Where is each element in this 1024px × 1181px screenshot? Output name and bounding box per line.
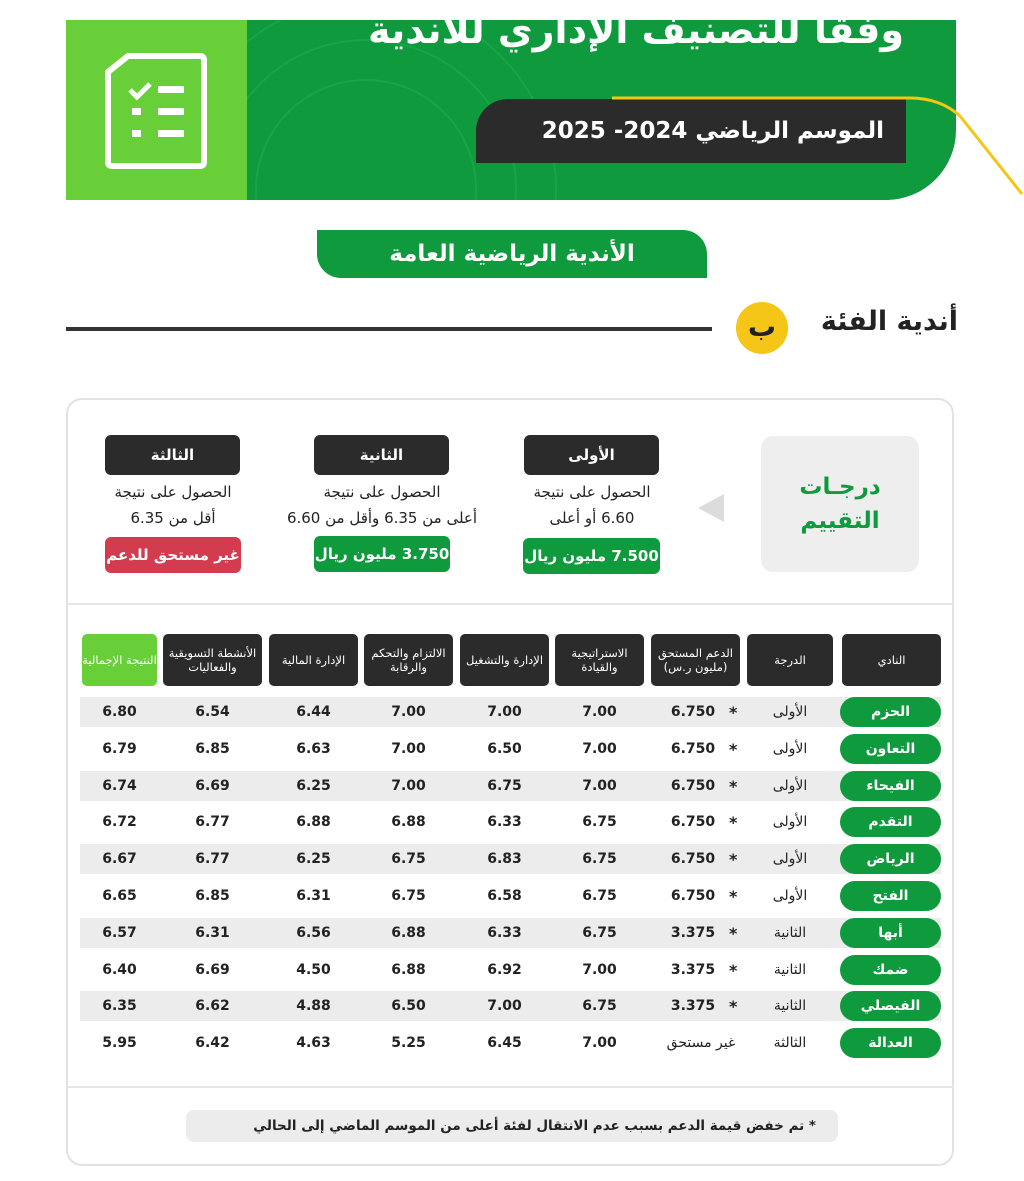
finance-cell: 4.63 <box>296 1035 331 1051</box>
grade-cell: الثالثة <box>773 1035 807 1051</box>
club-name: أبها <box>840 918 941 948</box>
support-cell: 6.750 <box>670 851 716 867</box>
col-header-strategy: الاستراتيجية والقيادة <box>555 634 644 686</box>
support-cell: 6.750 <box>670 704 716 720</box>
page-title: وفقاً للتصنيف الإداري للأندية <box>367 8 904 52</box>
grade-cell: الأولى <box>772 704 808 720</box>
footnote: * تم خفض قيمة الدعم بسبب عدم الانتقال لفئة أعلى من الموسم الماضي إلى الحالي <box>253 1118 816 1134</box>
strategy-cell: 6.75 <box>582 998 617 1014</box>
tier-first-amount: 7.500 مليون ريال <box>523 538 660 574</box>
grades-title-line2: التقييم <box>800 508 880 534</box>
marketing-cell: 6.54 <box>195 704 230 720</box>
tier-first-label: الأولى <box>524 435 659 475</box>
club-name: الفتح <box>840 881 941 911</box>
club-name: الفيحاء <box>840 771 941 801</box>
strategy-cell: 6.75 <box>582 814 617 830</box>
marketing-cell: 6.85 <box>195 741 230 757</box>
card-divider <box>68 603 954 605</box>
compliance-cell: 5.25 <box>391 1035 426 1051</box>
operations-cell: 6.33 <box>487 814 522 830</box>
checklist-icon <box>104 52 208 170</box>
support-cell: 6.750 <box>670 888 716 904</box>
club-name: الفيصلي <box>840 991 941 1021</box>
grade-cell: الأولى <box>772 741 808 757</box>
finance-cell: 6.88 <box>296 814 331 830</box>
grade-cell: الأولى <box>772 851 808 867</box>
total-cell: 6.65 <box>102 888 137 904</box>
strategy-cell: 7.00 <box>582 1035 617 1051</box>
marketing-cell: 6.42 <box>195 1035 230 1051</box>
asterisk-mark: * <box>729 703 738 722</box>
col-header-finance: الإدارة المالية <box>269 634 358 686</box>
strategy-cell: 6.75 <box>582 851 617 867</box>
asterisk-mark: * <box>729 924 738 943</box>
col-header-total: النتيجة الإجمالية <box>82 634 157 686</box>
operations-cell: 7.00 <box>487 998 522 1014</box>
total-cell: 6.79 <box>102 741 137 757</box>
support-cell: 3.375 <box>670 925 716 941</box>
strategy-cell: 6.75 <box>582 925 617 941</box>
support-cell: 6.750 <box>670 778 716 794</box>
arrow-left-icon <box>698 494 724 522</box>
total-cell: 5.95 <box>102 1035 137 1051</box>
strategy-cell: 7.00 <box>582 962 617 978</box>
finance-cell: 6.63 <box>296 741 331 757</box>
operations-cell: 6.45 <box>487 1035 522 1051</box>
compliance-cell: 7.00 <box>391 704 426 720</box>
asterisk-mark: * <box>729 740 738 759</box>
tier-second-desc: الحصول على نتيجة أعلى من 6.35 وأقل من 6.60 <box>286 483 478 527</box>
col-header-operations: الإدارة والتشغيل <box>460 634 549 686</box>
compliance-cell: 6.75 <box>391 851 426 867</box>
asterisk-mark: * <box>729 997 738 1016</box>
finance-cell: 4.50 <box>296 962 331 978</box>
finance-cell: 6.56 <box>296 925 331 941</box>
season-label: الموسم الرياضي 2024- 2025 <box>541 118 884 144</box>
support-cell: غير مستحق <box>666 1035 736 1051</box>
grade-cell: الأولى <box>772 814 808 830</box>
tier-third-amount: غير مستحق للدعم <box>105 537 241 573</box>
club-name: الحزم <box>840 697 941 727</box>
marketing-cell: 6.77 <box>195 851 230 867</box>
strategy-cell: 6.75 <box>582 888 617 904</box>
tier-first-desc: الحصول على نتيجة 6.60 أو أعلى <box>533 483 651 527</box>
marketing-cell: 6.85 <box>195 888 230 904</box>
strategy-cell: 7.00 <box>582 704 617 720</box>
compliance-cell: 7.00 <box>391 741 426 757</box>
grade-cell: الثانية <box>773 962 807 978</box>
total-cell: 6.35 <box>102 998 137 1014</box>
tier-third-label: الثالثة <box>105 435 240 475</box>
grades-title <box>761 436 919 572</box>
finance-cell: 6.25 <box>296 778 331 794</box>
club-name: ضمك <box>840 955 941 985</box>
operations-cell: 6.75 <box>487 778 522 794</box>
total-cell: 6.57 <box>102 925 137 941</box>
total-cell: 6.40 <box>102 962 137 978</box>
support-cell: 6.750 <box>670 741 716 757</box>
support-cell: 3.375 <box>670 998 716 1014</box>
section-title: الأندية الرياضية العامة <box>389 241 635 267</box>
finance-cell: 4.88 <box>296 998 331 1014</box>
marketing-cell: 6.31 <box>195 925 230 941</box>
grade-cell: الثانية <box>773 998 807 1014</box>
compliance-cell: 6.88 <box>391 962 426 978</box>
club-name: العدالة <box>840 1028 941 1058</box>
operations-cell: 6.58 <box>487 888 522 904</box>
marketing-cell: 6.77 <box>195 814 230 830</box>
header-icon-panel <box>66 20 247 200</box>
category-badge: ب <box>736 302 788 354</box>
support-cell: 6.750 <box>670 814 716 830</box>
asterisk-mark: * <box>729 813 738 832</box>
compliance-cell: 6.75 <box>391 888 426 904</box>
col-header-grade: الدرجة <box>747 634 833 686</box>
total-cell: 6.67 <box>102 851 137 867</box>
asterisk-mark: * <box>729 961 738 980</box>
operations-cell: 7.00 <box>487 704 522 720</box>
marketing-cell: 6.62 <box>195 998 230 1014</box>
tier-second-amount: 3.750 مليون ريال <box>314 536 450 572</box>
operations-cell: 6.50 <box>487 741 522 757</box>
club-name: الرياض <box>840 844 941 874</box>
card-divider-bottom <box>68 1086 954 1088</box>
compliance-cell: 6.88 <box>391 925 426 941</box>
total-cell: 6.74 <box>102 778 137 794</box>
support-cell: 3.375 <box>670 962 716 978</box>
club-name: التعاون <box>840 734 941 764</box>
total-cell: 6.72 <box>102 814 137 830</box>
col-header-compliance: الالتزام والتحكم والرقابة <box>364 634 453 686</box>
col-header-marketing: الأنشطة التسويقية والفعاليات <box>163 634 262 686</box>
asterisk-mark: * <box>729 850 738 869</box>
club-name: التقدم <box>840 807 941 837</box>
marketing-cell: 6.69 <box>195 778 230 794</box>
operations-cell: 6.83 <box>487 851 522 867</box>
col-header-club: النادي <box>842 634 941 686</box>
grades-title-line1: درجـات <box>799 474 881 500</box>
finance-cell: 6.25 <box>296 851 331 867</box>
grade-cell: الأولى <box>772 778 808 794</box>
operations-cell: 6.92 <box>487 962 522 978</box>
finance-cell: 6.44 <box>296 704 331 720</box>
tier-second-label: الثانية <box>314 435 449 475</box>
strategy-cell: 7.00 <box>582 741 617 757</box>
compliance-cell: 6.88 <box>391 814 426 830</box>
col-header-support: الدعم المستحق (مليون ر.س) <box>651 634 740 686</box>
total-cell: 6.80 <box>102 704 137 720</box>
marketing-cell: 6.69 <box>195 962 230 978</box>
finance-cell: 6.31 <box>296 888 331 904</box>
divider <box>66 327 712 331</box>
strategy-cell: 7.00 <box>582 778 617 794</box>
operations-cell: 6.33 <box>487 925 522 941</box>
category-title: أندية الفئة <box>820 306 958 337</box>
compliance-cell: 7.00 <box>391 778 426 794</box>
asterisk-mark: * <box>729 887 738 906</box>
asterisk-mark: * <box>729 777 738 796</box>
grade-cell: الثانية <box>773 925 807 941</box>
tier-third-desc: الحصول على نتيجة أقل من 6.35 <box>114 483 232 527</box>
grade-cell: الأولى <box>772 888 808 904</box>
compliance-cell: 6.50 <box>391 998 426 1014</box>
